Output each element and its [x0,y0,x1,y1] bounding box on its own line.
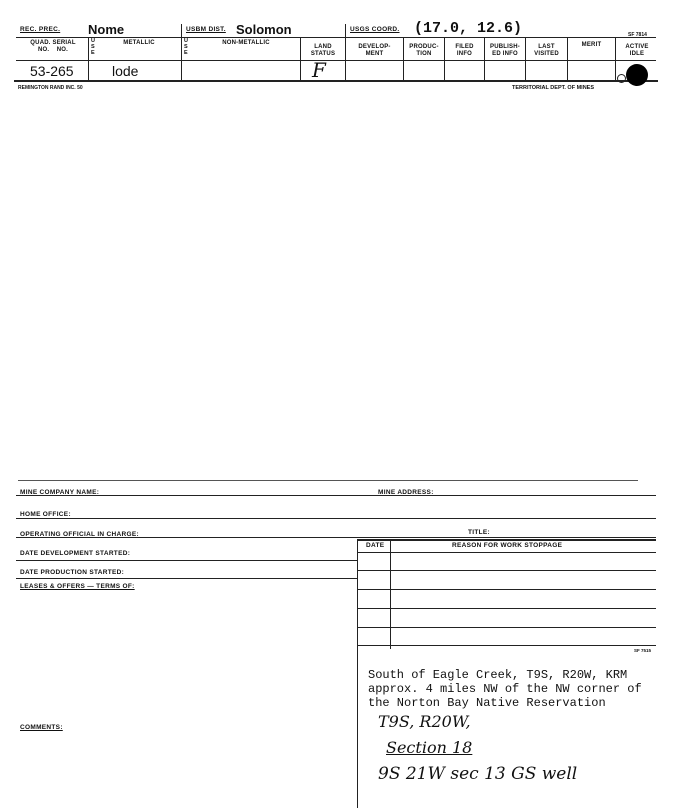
usbm-dist-value: Solomon [236,22,292,37]
stoppage-form-number: SF 7515 [634,648,652,653]
date-header: DATE [366,542,385,549]
rec-prec-label: REC. PREC. [20,26,61,33]
col-quad-serial: QUAD. SERIAL NO. NO. [30,40,76,53]
typed-location-line-3: the Norton Bay Native Reservation [368,696,606,710]
comments-label: COMMENTS: [20,724,63,731]
dept-mark: TERRITORIAL DEPT. OF MINES [512,85,594,91]
home-office-label: HOME OFFICE: [20,511,71,518]
col-merit: MERIT [581,42,602,48]
dev-started-label: DATE DEVELOPMENT STARTED: [20,550,131,557]
printer-mark: REMINGTON RAND INC. 50 [18,85,83,91]
col-use-letters-2: U S E [184,38,188,56]
prod-started-label: DATE PRODUCTION STARTED: [20,569,125,576]
usgs-coord-value: (17.0, 12.6) [414,20,523,37]
col-published-info: PUBLISH- ED INFO [490,44,520,57]
col-use-letters: U S E [91,38,95,56]
form-number: SF 7814 [628,32,647,38]
col-non-metallic: NON-METALLIC [222,40,270,46]
active-dot-icon [626,64,648,86]
col-metallic: METALLIC [123,40,155,46]
land-status-value: F [312,58,326,82]
col-active-idle: ACTIVE IDLE [625,44,649,57]
handwritten-note-3: 9S 21W sec 13 GS well [378,764,578,784]
col-production: PRODUC- TION [409,44,439,57]
col-land-status: LAND STATUS [310,44,336,57]
usbm-dist-label: USBM DIST. [186,26,226,33]
typed-location-line-2: approx. 4 miles NW of the NW corner of [368,682,642,696]
handwritten-note-1: T9S, R20W, [378,712,471,731]
leases-label: LEASES & OFFERS — TERMS OF: [20,583,135,590]
reason-header: REASON FOR WORK STOPPAGE [452,542,563,549]
quad-serial-value: 53-265 [30,63,74,79]
usgs-coord-label: USGS COORD. [350,26,400,33]
col-last-visited: LAST VISITED [534,44,559,57]
idle-ring-icon [617,74,626,83]
mine-company-label: MINE COMPANY NAME: [20,489,100,496]
operating-official-label: OPERATING OFFICIAL IN CHARGE: [20,531,139,538]
title-label: TITLE: [468,529,491,536]
rec-prec-value: Nome [88,22,125,37]
mine-address-label: MINE ADDRESS: [378,489,434,496]
typed-location-line-1: South of Eagle Creek, T9S, R20W, KRM [368,668,628,682]
col-filed-info: FILED INFO [455,44,474,57]
col-development: DEVELOP- MENT [358,44,391,57]
metallic-value: lode [112,63,139,79]
handwritten-note-2: Section 18 [386,738,473,757]
